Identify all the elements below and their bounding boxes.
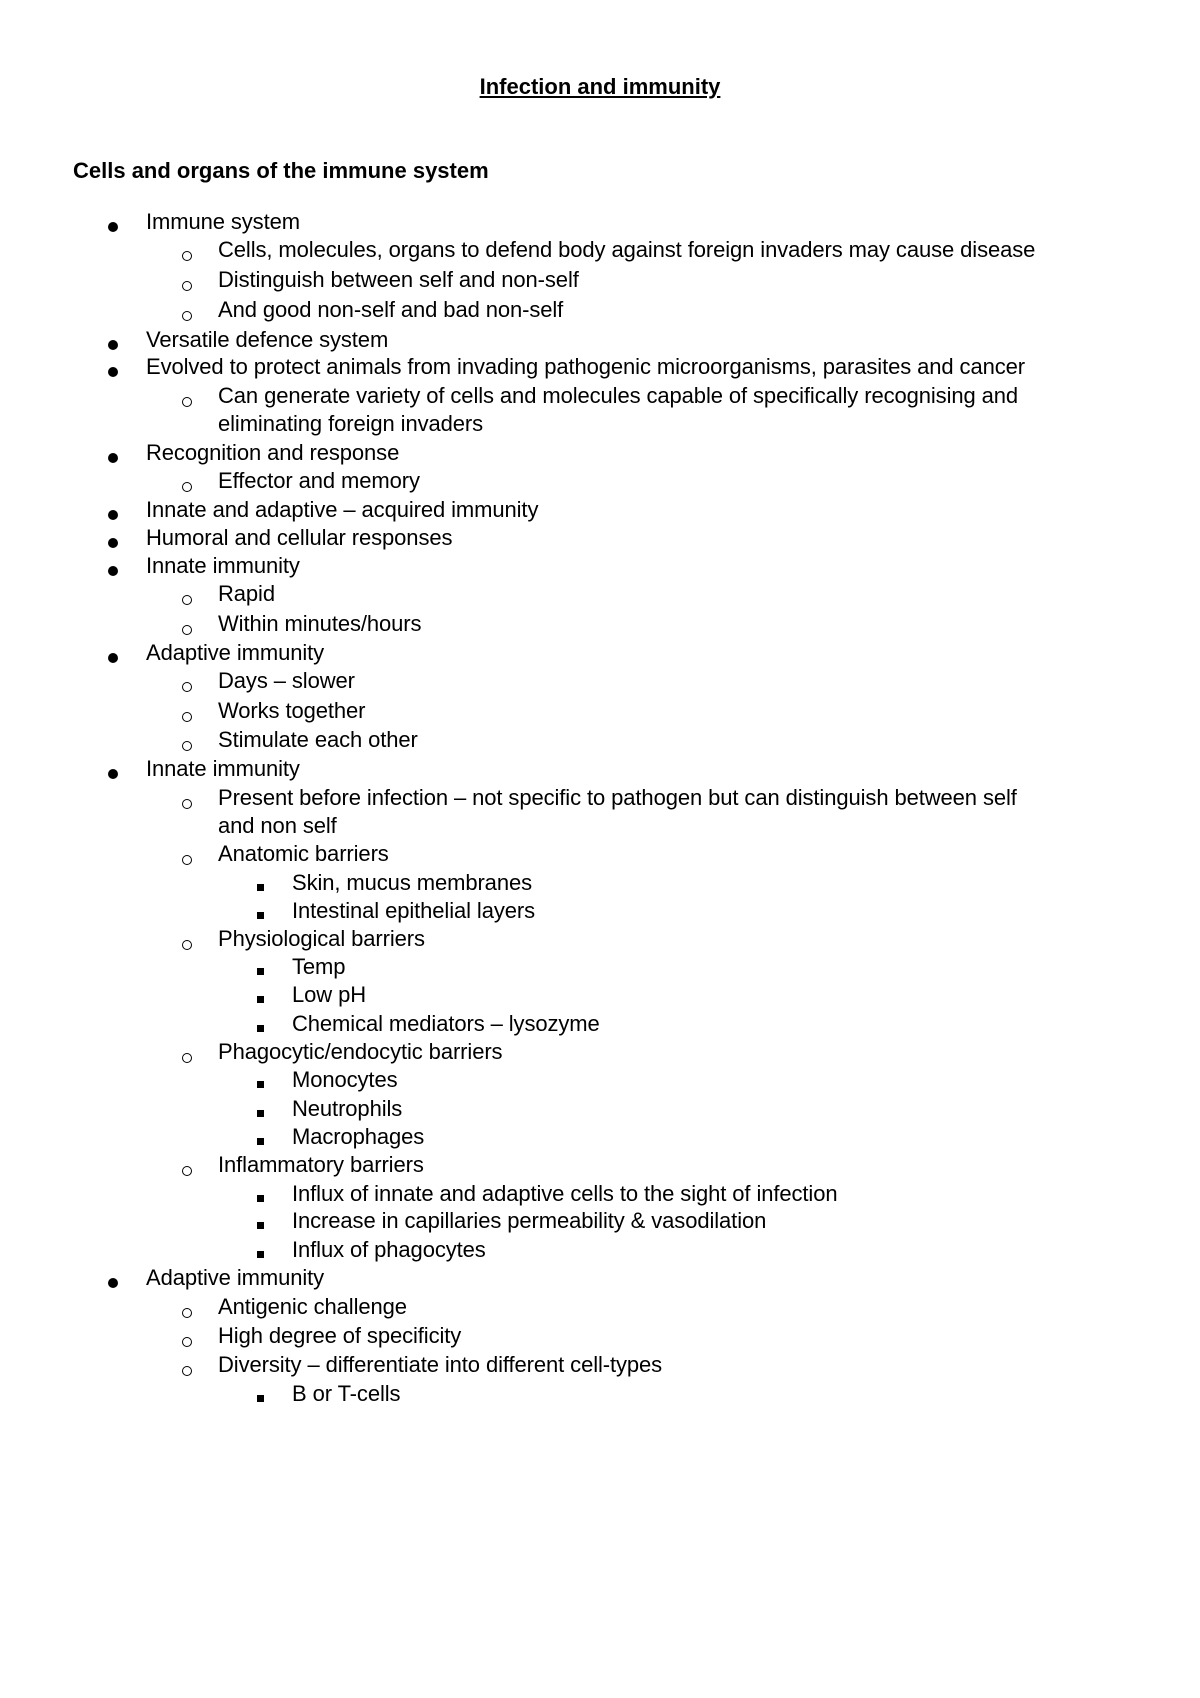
outline-item-text: Increase in capillaries permeability & vasodilation — [292, 1208, 767, 1233]
bullet-square-icon — [257, 1138, 264, 1145]
outline-item-text: High degree of specificity — [218, 1323, 462, 1348]
outline-item-text: and non self — [218, 813, 337, 838]
outline-item-text: Influx of innate and adaptive cells to the sight of infection — [292, 1181, 838, 1206]
outline-item-text: Skin, mucus membranes — [292, 870, 532, 895]
bullet-circle-icon — [182, 311, 192, 321]
bullet-square-icon — [257, 1025, 264, 1032]
bullet-circle-icon — [182, 855, 192, 865]
bullet-square-icon — [257, 1251, 264, 1258]
bullet-dot-icon — [108, 538, 118, 548]
outline-item-text: eliminating foreign invaders — [218, 411, 484, 436]
outline-item-text: Antigenic challenge — [218, 1294, 407, 1319]
outline-item-text: Stimulate each other — [218, 727, 418, 752]
outline-item-text: Macrophages — [292, 1124, 425, 1149]
bullet-circle-icon — [182, 1308, 192, 1318]
outline-item-text: And good non-self and bad non-self — [218, 297, 564, 322]
outline-item-text: Works together — [218, 698, 366, 723]
outline-item-text: Influx of phagocytes — [292, 1237, 486, 1262]
bullet-circle-icon — [182, 1337, 192, 1347]
bullet-circle-icon — [182, 1166, 192, 1176]
bullet-circle-icon — [182, 595, 192, 605]
bullet-dot-icon — [108, 1278, 118, 1288]
bullet-dot-icon — [108, 510, 118, 520]
outline-item-text: Innate immunity — [146, 756, 300, 781]
outline-item-text: Effector and memory — [218, 468, 420, 493]
outline-item-text: Monocytes — [292, 1067, 398, 1092]
outline-item-text: Anatomic barriers — [218, 841, 389, 866]
outline-item-text: Adaptive immunity — [146, 1265, 325, 1290]
outline-item-text: Immune system — [146, 209, 300, 234]
bullet-square-icon — [257, 1195, 264, 1202]
bullet-dot-icon — [108, 367, 118, 377]
outline-item-text: Recognition and response — [146, 440, 400, 465]
outline-item-text: Versatile defence system — [146, 327, 389, 352]
bullet-dot-icon — [108, 769, 118, 779]
bullet-square-icon — [257, 1081, 264, 1088]
bullet-circle-icon — [182, 1366, 192, 1376]
outline-item-text: Evolved to protect animals from invading pathogenic microorganisms, parasites and cancer — [146, 354, 1025, 379]
bullet-square-icon — [257, 996, 264, 1003]
bullet-dot-icon — [108, 340, 118, 350]
outline-item-text: Within minutes/hours — [218, 611, 422, 636]
bullet-square-icon — [257, 884, 264, 891]
outline-item-text: B or T-cells — [292, 1381, 401, 1406]
bullet-square-icon — [257, 1395, 264, 1402]
outline-item-text: Neutrophils — [292, 1096, 403, 1121]
outline-item-text: Cells, molecules, organs to defend body against foreign invaders may cause disease — [218, 237, 1036, 262]
outline-item-text: Physiological barriers — [218, 926, 425, 951]
outline-item-text: Days – slower — [218, 668, 355, 693]
outline-item-text: Phagocytic/endocytic barriers — [218, 1039, 503, 1064]
document-title: Infection and immunity — [479, 74, 721, 99]
bullet-circle-icon — [182, 1053, 192, 1063]
section-heading: Cells and organs of the immune system — [73, 158, 489, 183]
bullet-dot-icon — [108, 453, 118, 463]
bullet-square-icon — [257, 912, 264, 919]
outline-item-text: Temp — [292, 954, 346, 979]
bullet-circle-icon — [182, 741, 192, 751]
bullet-circle-icon — [182, 397, 192, 407]
outline-item-text: Inflammatory barriers — [218, 1152, 424, 1177]
bullet-circle-icon — [182, 281, 192, 291]
bullet-dot-icon — [108, 222, 118, 232]
bullet-circle-icon — [182, 712, 192, 722]
bullet-dot-icon — [108, 566, 118, 576]
outline-item-text: Diversity – differentiate into different cell-types — [218, 1352, 663, 1377]
outline-item-text: Adaptive immunity — [146, 640, 325, 665]
bullet-circle-icon — [182, 625, 192, 635]
bullet-square-icon — [257, 1110, 264, 1117]
outline-item-text: Distinguish between self and non-self — [218, 267, 579, 292]
bullet-circle-icon — [182, 251, 192, 261]
outline-item-text: Innate immunity — [146, 553, 300, 578]
bullet-square-icon — [257, 1222, 264, 1229]
bullet-circle-icon — [182, 940, 192, 950]
bullet-square-icon — [257, 968, 264, 975]
bullet-circle-icon — [182, 682, 192, 692]
outline-item-text: Can generate variety of cells and molecules capable of specifically recognising and — [218, 383, 1019, 408]
outline-item-text: Intestinal epithelial layers — [292, 898, 536, 923]
bullet-circle-icon — [182, 799, 192, 809]
bullet-dot-icon — [108, 653, 118, 663]
outline-item-text: Rapid — [218, 581, 275, 606]
outline-item-text: Chemical mediators – lysozyme — [292, 1011, 600, 1036]
bullet-circle-icon — [182, 482, 192, 492]
outline-item-text: Present before infection – not specific to pathogen but can distinguish between self — [218, 785, 1017, 810]
outline-item-text: Innate and adaptive – acquired immunity — [146, 497, 539, 522]
outline-item-text: Humoral and cellular responses — [146, 525, 453, 550]
outline-item-text: Low pH — [292, 982, 366, 1007]
